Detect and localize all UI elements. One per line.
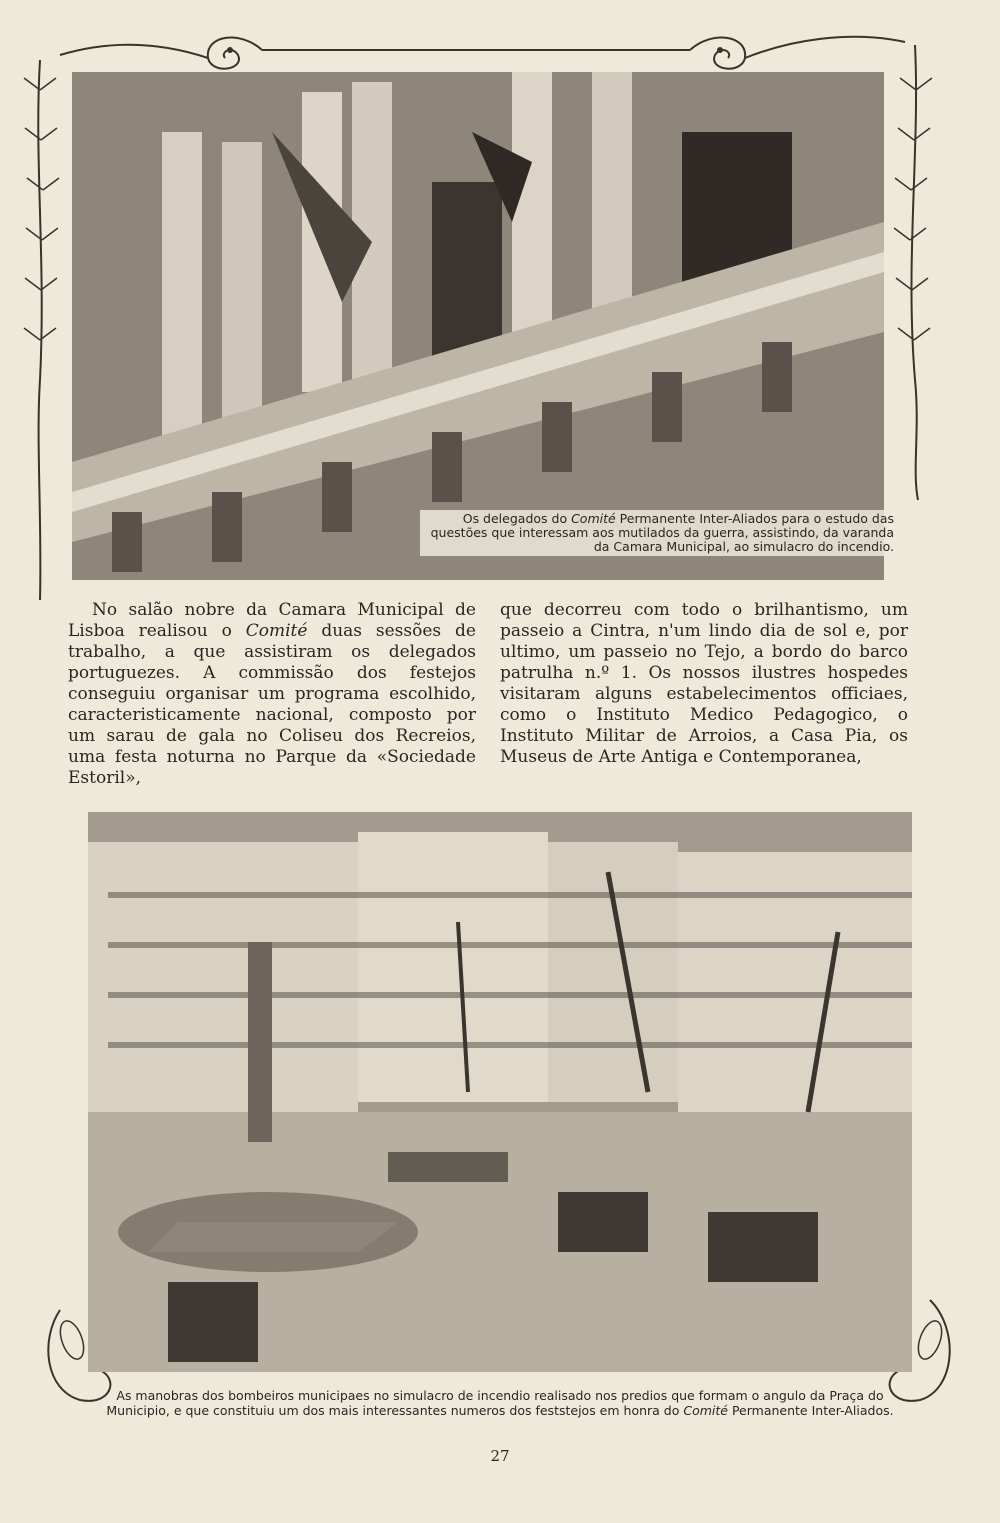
article-body xyxy=(68,600,920,790)
article-column-right xyxy=(500,600,908,768)
page-number: 27 xyxy=(490,1447,510,1465)
caption-top-photo: Os delegados do Comité Permanente Inter-Aliados para o estudo das questões que interessam aos mutilados da guerra, assistindo, da varanda da Camara Municipal, ao simulacro do incendio. xyxy=(420,510,898,556)
article-paragraph-left: No salão nobre da Camara Municipal de Lisboa realisou o Comité duas sessões de trabalho, a que assistiram os delegados portuguezes. A commissão dos festejos conseguiu organisar um programa escolhido, caracteristicamente nacional, composto por um sarau de gala no Coliseu dos Recreios, uma festa noturna no Parque da «Sociedade Estoril», xyxy=(68,600,476,788)
photo-city-hall-balcony xyxy=(72,72,884,580)
article-paragraph-right: que decorreu com todo o brilhantismo, um passeio a Cintra, n'um lindo dia de sol e, por ultimo, um passeio no Tejo, a bordo do barco patrulha n.º 1. Os nossos ilustres hospedes visitaram alguns estabelecimentos officiaes, como o Instituto Medico Pedagogico, o Instituto Militar de Arroios, a Casa Pia, os Museus de Arte Antiga e Contemporanea, xyxy=(500,600,908,767)
caption-bottom-photo: As manobras dos bombeiros municipaes no simulacro de incendio realisado nos predios que formam o angulo da Praça do Municipio, e que constituiu um dos mais interessantes numeros dos feststejos em honra do Comité Permanente Inter-Aliados. xyxy=(106,1388,894,1418)
article-column-left xyxy=(68,600,476,789)
photo-fire-drill-square xyxy=(88,812,912,1372)
